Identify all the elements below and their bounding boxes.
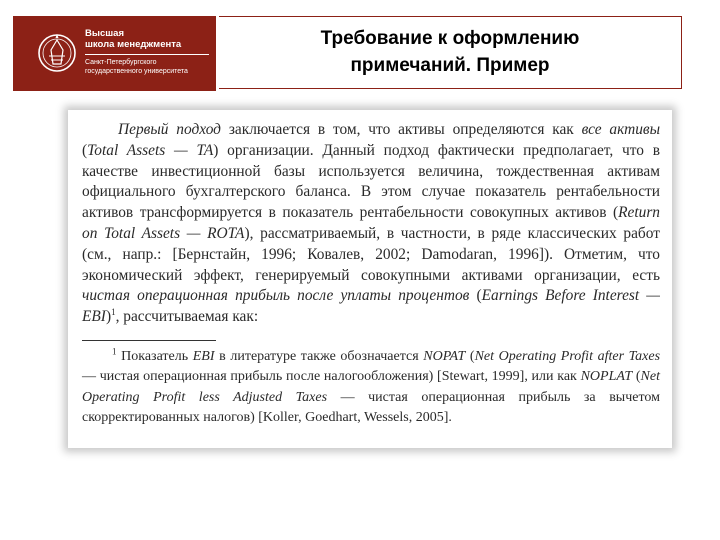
logo-text-line1: Высшая xyxy=(85,28,125,39)
text-run: чистая операционная прибыль после уплаты процентов xyxy=(82,287,470,305)
text-run: Total Assets — TA xyxy=(87,141,214,159)
footnote-marker: 1 xyxy=(111,307,116,318)
text-run: , рассчитываемая как: xyxy=(115,308,259,326)
text-run: Net Operating Profit less Adjusted Taxes xyxy=(82,369,660,405)
gsom-emblem-icon xyxy=(37,28,77,78)
text-run: Return on Total Assets — ROTA xyxy=(82,204,660,242)
text-run: ( xyxy=(82,141,88,159)
text-run: все активы xyxy=(581,121,661,138)
footnote xyxy=(82,347,660,429)
text-run: Первый подход xyxy=(118,121,221,138)
text-run: NOPAT xyxy=(423,348,466,364)
text-run: ) организации. Данный подход фактически предполагает, что в качестве инвестиционной базы используется величина, тождественная активам официального бухгалтерского баланса. В этом случае показатель рентабельности активов трансформируется в показатель рентабельности совокупных активов ( xyxy=(82,141,660,222)
body-paragraph xyxy=(82,120,660,328)
text-run: — чистая операционная прибыль после налогообложения) [Stewart, 1999], или как xyxy=(82,369,581,385)
footnote-number: 1 xyxy=(112,346,117,357)
logo-text-line3: Санкт-Петербургского xyxy=(85,59,157,66)
text-run: в литературе также обозначается xyxy=(214,348,424,364)
text-run: ( xyxy=(632,369,641,385)
text-run: ( xyxy=(465,348,475,364)
logo-text-line4: государственного университета xyxy=(85,68,188,75)
text-run: EBI xyxy=(192,348,215,364)
text-run: — чистая операционная прибыль за вычетом скорректированных налогов) [Koller, Goedhart, Wessels, 2005]. xyxy=(82,389,660,426)
text-run: NOPLAT xyxy=(580,369,633,385)
text-run: Net Operating Profit after Taxes xyxy=(474,348,661,364)
gsom-logo xyxy=(13,16,216,91)
text-run: Показатель xyxy=(116,348,193,364)
slide-title xyxy=(219,25,681,79)
logo-text-line2: школа менеджмента xyxy=(85,39,182,50)
slide-title-box xyxy=(219,16,682,89)
logo-divider xyxy=(85,54,209,55)
footnote-divider xyxy=(82,340,216,341)
slide-title-line1: Требование к оформлению xyxy=(320,28,580,49)
text-run: ), рассматриваемый, в частности, в ряде классических работ (см., напр.: [Бернстайн, 1996; Ковалев, 2002; Damodaran, 1996]). Отметим, что экономический эффект, генерируемый совокупными активами организации, есть xyxy=(82,224,660,284)
text-run: Earnings Before Interest — EBI xyxy=(82,287,660,326)
document-excerpt xyxy=(68,110,672,448)
text-run: ( xyxy=(469,287,482,305)
slide-title-line2: примечаний. Пример xyxy=(350,55,550,76)
text-run: заключается в том, что активы определяются как xyxy=(220,121,582,138)
text-run: ) xyxy=(105,308,112,326)
